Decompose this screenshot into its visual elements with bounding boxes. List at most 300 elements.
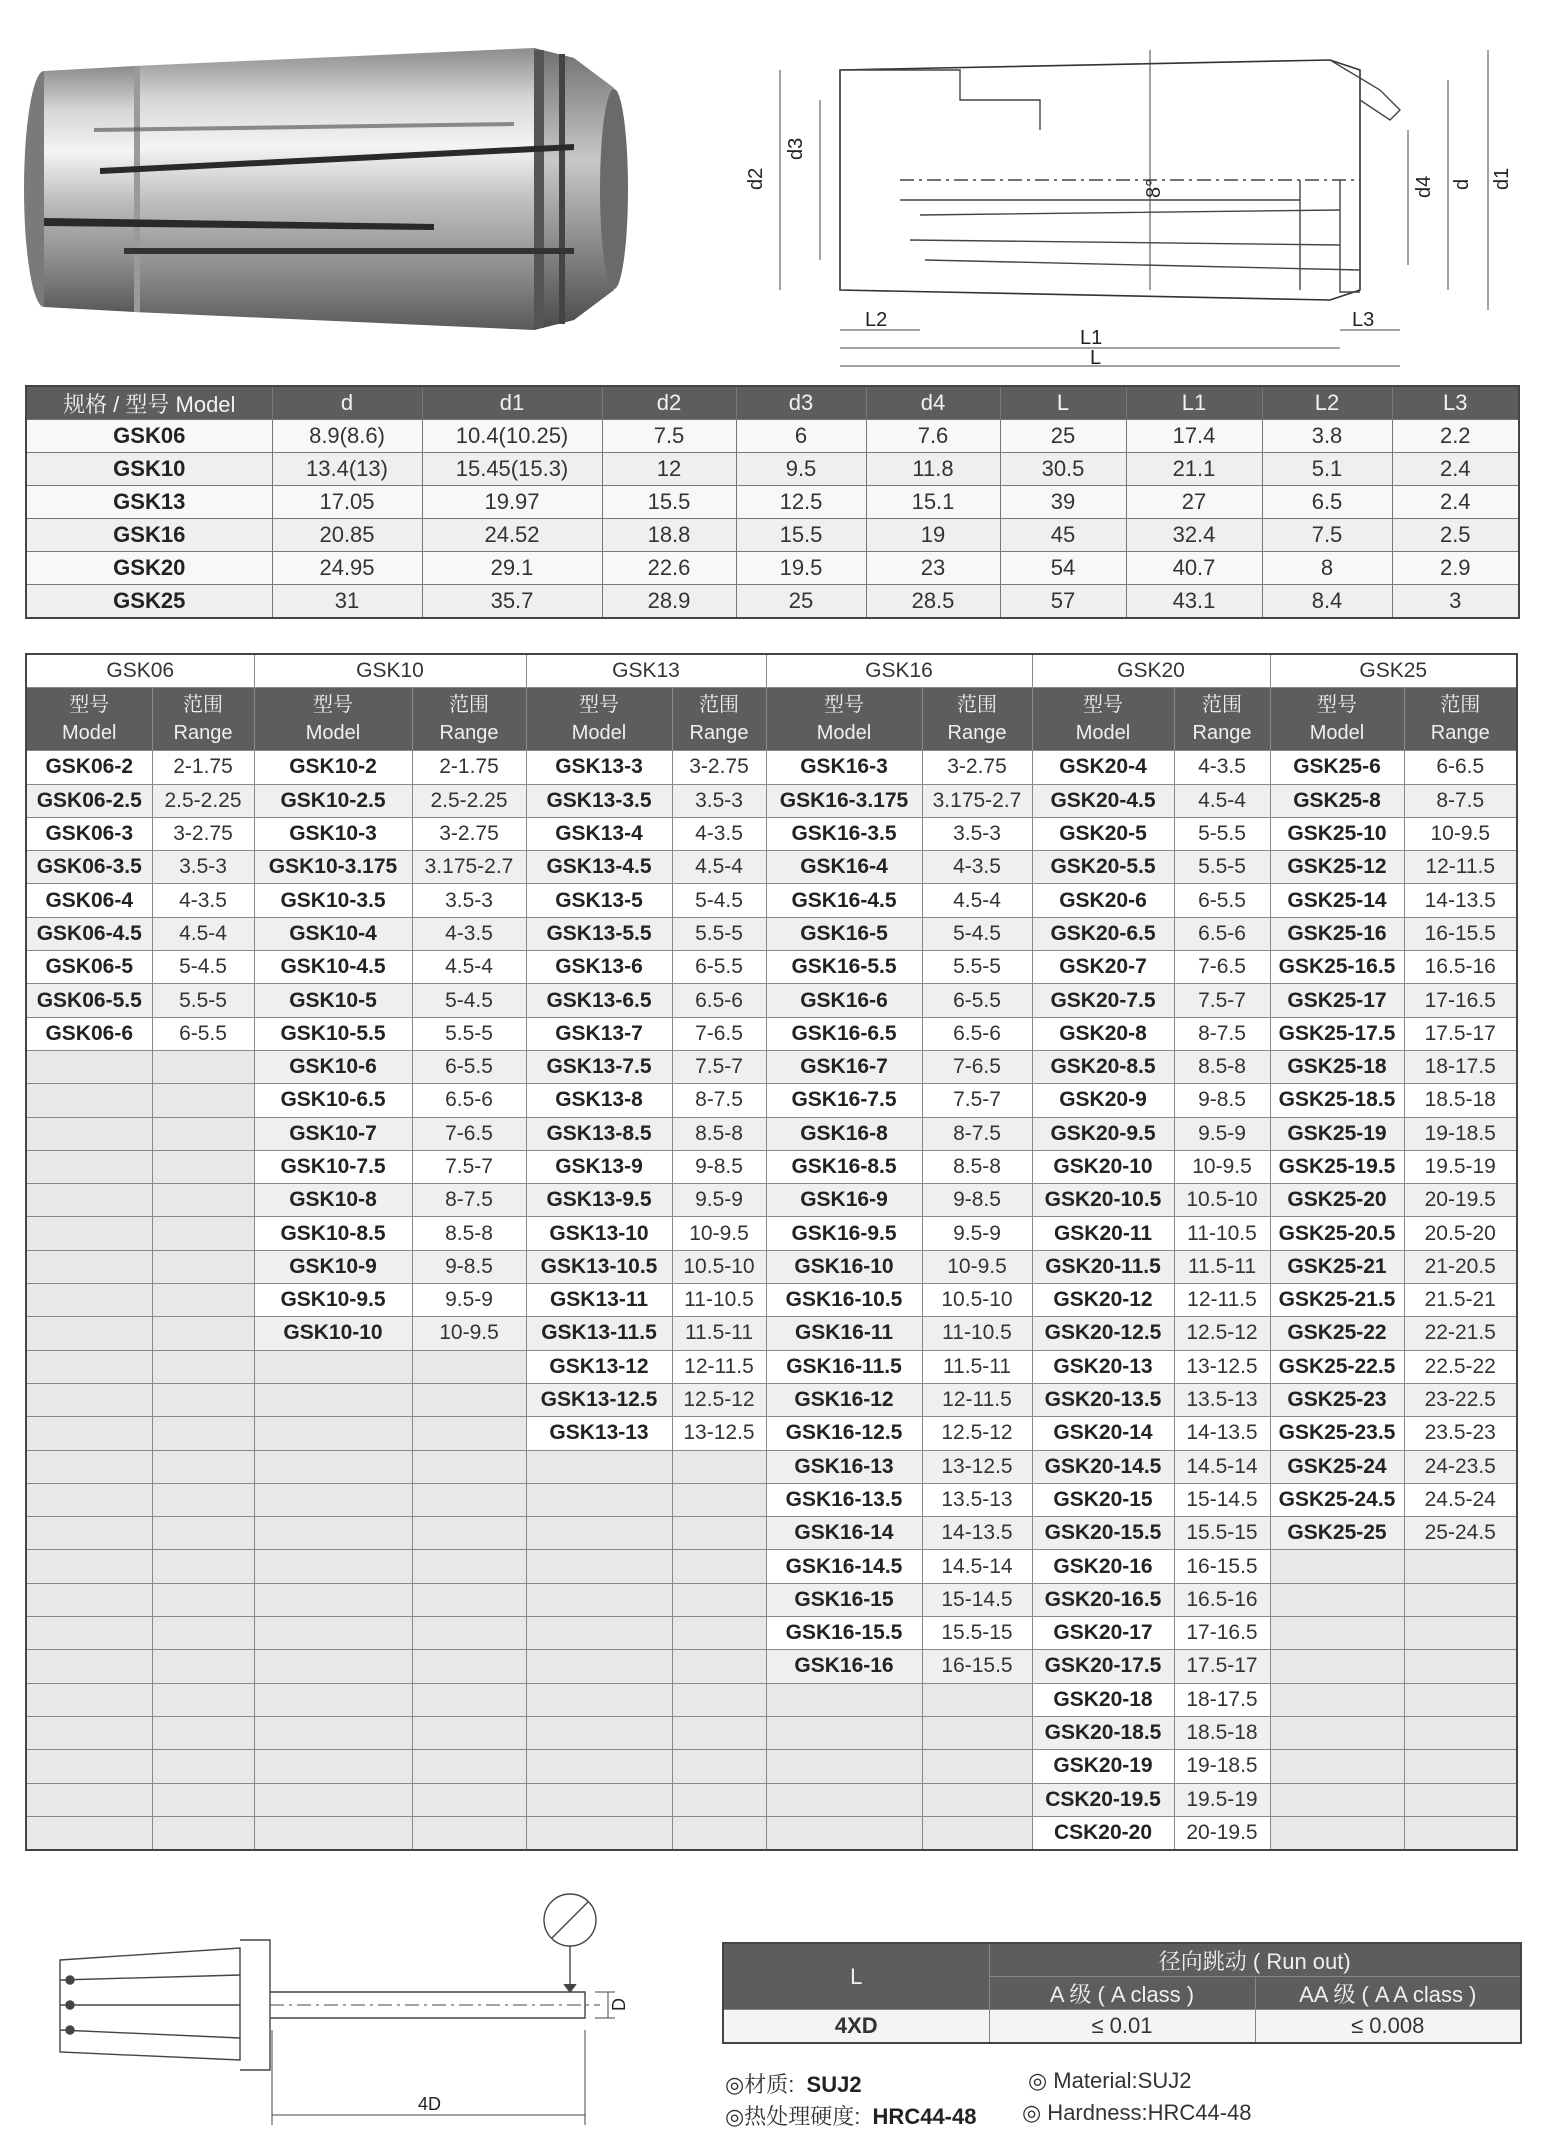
collet-range-cell: 14.5-14	[1174, 1450, 1270, 1483]
collet-model-cell: GSK16-6.5	[766, 1017, 922, 1050]
empty-cell	[254, 1517, 412, 1550]
collet-model-cell: GSK13-11	[526, 1284, 672, 1317]
collet-range-cell: 17.5-17	[1174, 1650, 1270, 1683]
dim-d2-label: d2	[745, 167, 767, 190]
collet-range-cell: 10.5-10	[922, 1284, 1032, 1317]
empty-cell	[526, 1783, 672, 1816]
range-group-header: GSK06	[26, 654, 254, 688]
test-dia-label: D	[609, 1998, 629, 2011]
collet-model-cell: GSK16-12.5	[766, 1417, 922, 1450]
collet-range-cell: 10.5-10	[1174, 1184, 1270, 1217]
collet-range-cell: 16-15.5	[1404, 917, 1517, 950]
range-label-en: Range	[1192, 722, 1252, 745]
collet-model-cell: GSK20-7	[1032, 951, 1174, 984]
range-row	[26, 1650, 1517, 1683]
collet-range-cell: 5.5-5	[922, 951, 1032, 984]
spec-value-cell: 2.4	[1392, 486, 1519, 519]
collet-range-cell: 3.5-3	[412, 884, 526, 917]
collet-model-cell: GSK25-24	[1270, 1450, 1404, 1483]
spec-value-cell: 15.5	[736, 519, 866, 552]
empty-cell	[152, 1617, 254, 1650]
collet-range-cell: 5.5-5	[672, 917, 766, 950]
range-label-cn: 范围	[699, 694, 739, 717]
spec-value-cell: 3.8	[1262, 420, 1392, 453]
spec-model-cell: GSK16	[26, 519, 272, 552]
collet-model-cell: GSK13-4.5	[526, 851, 672, 884]
collet-range-cell: 9-8.5	[412, 1250, 526, 1283]
spec-value-cell: 15.1	[866, 486, 1000, 519]
empty-cell	[152, 1150, 254, 1183]
runout-title: 径向跳动 ( Run out)	[989, 1943, 1521, 1977]
empty-cell	[672, 1716, 766, 1749]
collet-model-cell: GSK20-11.5	[1032, 1250, 1174, 1283]
dim-L1-label: L1	[1080, 327, 1103, 349]
model-label-en: Model	[62, 722, 117, 745]
collet-model-cell: GSK16-13	[766, 1450, 922, 1483]
dim-L2-label: L2	[865, 309, 888, 331]
empty-cell	[1270, 1683, 1404, 1716]
model-label-en: Model	[305, 722, 361, 745]
collet-range-table	[25, 653, 1518, 1851]
empty-cell	[412, 1550, 526, 1583]
spec-value-cell: 13.4(13)	[272, 453, 422, 486]
range-row	[26, 784, 1517, 817]
collet-model-cell: GSK06-4	[26, 884, 152, 917]
collet-model-cell: GSK20-15.5	[1032, 1517, 1174, 1550]
collet-model-cell: GSK06-2	[26, 751, 152, 784]
collet-range-cell: 13.5-13	[922, 1483, 1032, 1516]
empty-cell	[412, 1583, 526, 1616]
empty-cell	[526, 1716, 672, 1749]
collet-model-cell: GSK10-4.5	[254, 951, 412, 984]
empty-cell	[922, 1750, 1032, 1783]
collet-model-cell: GSK16-3	[766, 751, 922, 784]
empty-cell	[152, 1483, 254, 1516]
collet-range-cell: 7.5-7	[1174, 984, 1270, 1017]
collet-range-cell: 9.5-9	[412, 1284, 526, 1317]
collet-model-cell: GSK13-10.5	[526, 1250, 672, 1283]
range-row	[26, 1550, 1517, 1583]
spec-value-cell: 31	[272, 585, 422, 619]
empty-cell	[1404, 1750, 1517, 1783]
spec-value-cell: 21.1	[1126, 453, 1262, 486]
collet-range-cell: 14-13.5	[1174, 1417, 1270, 1450]
model-label-en: Model	[1309, 722, 1365, 745]
empty-cell	[26, 1050, 152, 1083]
empty-cell	[254, 1783, 412, 1816]
empty-cell	[412, 1617, 526, 1650]
range-subheader	[152, 688, 254, 751]
empty-cell	[922, 1716, 1032, 1749]
collet-model-cell: GSK10-5	[254, 984, 412, 1017]
collet-range-cell: 4.5-4	[1174, 784, 1270, 817]
empty-cell	[412, 1650, 526, 1683]
range-subheader	[1404, 688, 1517, 751]
collet-model-cell: GSK20-5.5	[1032, 851, 1174, 884]
spec-value-cell: 30.5	[1000, 453, 1126, 486]
spec-value-cell: 12	[602, 453, 736, 486]
empty-cell	[1270, 1583, 1404, 1616]
collet-range-cell: 11.5-11	[672, 1317, 766, 1350]
collet-model-cell: GSK25-16.5	[1270, 951, 1404, 984]
model-label-en: Model	[571, 722, 627, 745]
collet-range-cell: 14.5-14	[922, 1550, 1032, 1583]
collet-model-cell: GSK10-7	[254, 1117, 412, 1150]
empty-cell	[412, 1716, 526, 1749]
spec-value-cell: 8.9(8.6)	[272, 420, 422, 453]
empty-cell	[26, 1217, 152, 1250]
empty-cell	[766, 1816, 922, 1850]
collet-model-cell: GSK25-17.5	[1270, 1017, 1404, 1050]
spec-model-cell: GSK06	[26, 420, 272, 453]
collet-model-cell: GSK06-6	[26, 1017, 152, 1050]
empty-cell	[152, 1317, 254, 1350]
empty-cell	[254, 1550, 412, 1583]
spec-value-cell: 2.9	[1392, 552, 1519, 585]
range-row	[26, 1517, 1517, 1550]
collet-range-cell: 3.5-3	[922, 817, 1032, 850]
spec-row	[26, 585, 1519, 619]
empty-cell	[1270, 1650, 1404, 1683]
collet-model-cell: GSK13-9.5	[526, 1184, 672, 1217]
collet-range-cell: 20-19.5	[1404, 1184, 1517, 1217]
collet-model-cell: GSK16-4	[766, 851, 922, 884]
empty-cell	[1404, 1683, 1517, 1716]
collet-range-cell: 14-13.5	[922, 1517, 1032, 1550]
spec-header-cell: d2	[602, 386, 736, 420]
collet-range-cell: 7.5-7	[922, 1084, 1032, 1117]
range-row	[26, 884, 1517, 917]
empty-cell	[152, 1550, 254, 1583]
spec-value-cell: 24.52	[422, 519, 602, 552]
empty-cell	[26, 1783, 152, 1816]
runout-a-value: ≤ 0.01	[989, 2010, 1255, 2044]
collet-range-cell: 7.5-7	[672, 1050, 766, 1083]
collet-model-cell: GSK06-3.5	[26, 851, 152, 884]
collet-range-cell: 5-5.5	[1174, 817, 1270, 850]
collet-model-cell: GSK20-19	[1032, 1750, 1174, 1783]
collet-range-cell: 15.5-15	[922, 1617, 1032, 1650]
collet-model-cell: GSK10-3.5	[254, 884, 412, 917]
empty-cell	[526, 1750, 672, 1783]
spec-header-cell: L	[1000, 386, 1126, 420]
range-group-row	[26, 654, 1517, 688]
collet-range-cell: 12-11.5	[1174, 1284, 1270, 1317]
collet-range-cell: 3.5-3	[152, 851, 254, 884]
collet-range-cell: 22-21.5	[1404, 1317, 1517, 1350]
collet-range-cell: 15-14.5	[922, 1583, 1032, 1616]
collet-range-cell: 19-18.5	[1174, 1750, 1270, 1783]
range-group-header: GSK16	[766, 654, 1032, 688]
collet-model-cell: GSK16-5	[766, 917, 922, 950]
collet-model-cell: GSK16-4.5	[766, 884, 922, 917]
collet-model-cell: GSK13-4	[526, 817, 672, 850]
range-row	[26, 1417, 1517, 1450]
collet-range-cell: 10-9.5	[1404, 817, 1517, 850]
range-label-en: Range	[689, 722, 749, 745]
hardness-note-cn	[725, 2100, 976, 2131]
collet-range-cell: 10.5-10	[672, 1250, 766, 1283]
collet-model-cell: GSK20-9	[1032, 1084, 1174, 1117]
range-row	[26, 917, 1517, 950]
spec-header-cell: d4	[866, 386, 1000, 420]
collet-range-cell: 7-6.5	[1174, 951, 1270, 984]
collet-range-cell: 4-3.5	[412, 917, 526, 950]
collet-range-cell: 6.5-6	[412, 1084, 526, 1117]
empty-cell	[412, 1783, 526, 1816]
collet-range-cell: 11-10.5	[922, 1317, 1032, 1350]
collet-model-cell: GSK16-14.5	[766, 1550, 922, 1583]
collet-range-cell: 6.5-6	[1174, 917, 1270, 950]
collet-model-cell: GSK25-18.5	[1270, 1084, 1404, 1117]
spec-model-cell: GSK13	[26, 486, 272, 519]
angle-label: 8°	[1143, 178, 1165, 198]
empty-cell	[672, 1517, 766, 1550]
range-label-cn: 范围	[957, 694, 997, 717]
empty-cell	[922, 1683, 1032, 1716]
range-row	[26, 751, 1517, 784]
collet-model-cell: GSK25-8	[1270, 784, 1404, 817]
empty-cell	[26, 1084, 152, 1117]
range-subheader	[672, 688, 766, 751]
model-label-cn: 型号	[313, 694, 353, 717]
empty-cell	[922, 1783, 1032, 1816]
model-subheader	[1270, 688, 1404, 751]
range-row	[26, 1750, 1517, 1783]
empty-cell	[26, 1350, 152, 1383]
empty-cell	[26, 1117, 152, 1150]
runout-test-drawing	[40, 1880, 680, 2130]
collet-model-cell: GSK16-13.5	[766, 1483, 922, 1516]
empty-cell	[26, 1716, 152, 1749]
collet-range-cell: 4-3.5	[672, 817, 766, 850]
spec-value-cell: 19.97	[422, 486, 602, 519]
collet-model-cell: GSK10-7.5	[254, 1150, 412, 1183]
collet-range-cell: 15.5-15	[1174, 1517, 1270, 1550]
collet-model-cell: GSK16-6	[766, 984, 922, 1017]
collet-range-cell: 12-11.5	[672, 1350, 766, 1383]
range-row	[26, 1017, 1517, 1050]
empty-cell	[26, 1483, 152, 1516]
spec-header-cell: L1	[1126, 386, 1262, 420]
collet-model-cell: GSK13-13	[526, 1417, 672, 1450]
collet-range-cell: 4.5-4	[922, 884, 1032, 917]
dim-d1-label: d1	[1491, 167, 1513, 190]
collet-model-cell: GSK13-7.5	[526, 1050, 672, 1083]
collet-model-cell: GSK13-6	[526, 951, 672, 984]
empty-cell	[254, 1816, 412, 1850]
empty-cell	[152, 1583, 254, 1616]
empty-cell	[26, 1383, 152, 1416]
collet-model-cell: GSK25-19.5	[1270, 1150, 1404, 1183]
runout-aa-value: ≤ 0.008	[1255, 2010, 1521, 2044]
spec-header-cell: d1	[422, 386, 602, 420]
empty-cell	[672, 1650, 766, 1683]
collet-range-cell: 19.5-19	[1404, 1150, 1517, 1183]
collet-range-cell: 23-22.5	[1404, 1383, 1517, 1416]
collet-model-cell: GSK20-13.5	[1032, 1383, 1174, 1416]
model-label-en: Model	[1075, 722, 1131, 745]
empty-cell	[526, 1550, 672, 1583]
collet-range-cell: 6-5.5	[152, 1017, 254, 1050]
empty-cell	[254, 1583, 412, 1616]
collet-model-cell: GSK13-5	[526, 884, 672, 917]
collet-range-cell: 8.5-8	[1174, 1050, 1270, 1083]
collet-model-cell: GSK06-4.5	[26, 917, 152, 950]
empty-cell	[672, 1450, 766, 1483]
empty-cell	[412, 1350, 526, 1383]
hardness-value: HRC44-48	[872, 2104, 977, 2129]
collet-range-cell: 17-16.5	[1404, 984, 1517, 1017]
collet-model-cell: GSK25-21	[1270, 1250, 1404, 1283]
collet-range-cell: 12-11.5	[1404, 851, 1517, 884]
spec-value-cell: 10.4(10.25)	[422, 420, 602, 453]
empty-cell	[152, 1117, 254, 1150]
model-label-cn: 型号	[69, 694, 110, 717]
collet-model-cell: GSK20-15	[1032, 1483, 1174, 1516]
collet-model-cell: GSK10-9	[254, 1250, 412, 1283]
empty-cell	[152, 1517, 254, 1550]
collet-range-cell: 19.5-19	[1174, 1783, 1270, 1816]
spec-row	[26, 486, 1519, 519]
spec-value-cell: 18.8	[602, 519, 736, 552]
spec-header-cell: 规格 / 型号 Model	[26, 386, 272, 420]
empty-cell	[1270, 1716, 1404, 1749]
collet-range-cell: 12.5-12	[672, 1383, 766, 1416]
collet-range-cell: 11.5-11	[1174, 1250, 1270, 1283]
spec-value-cell: 8.4	[1262, 585, 1392, 619]
collet-range-cell: 10-9.5	[672, 1217, 766, 1250]
model-label-en: Model	[816, 722, 872, 745]
collet-range-cell: 6-5.5	[1174, 884, 1270, 917]
spec-value-cell: 6	[736, 420, 866, 453]
collet-model-cell: GSK20-12.5	[1032, 1317, 1174, 1350]
collet-range-cell: 2-1.75	[412, 751, 526, 784]
collet-range-cell: 3-2.75	[922, 751, 1032, 784]
collet-model-cell: GSK20-8.5	[1032, 1050, 1174, 1083]
empty-cell	[152, 1417, 254, 1450]
empty-cell	[254, 1716, 412, 1749]
empty-cell	[672, 1816, 766, 1850]
empty-cell	[254, 1350, 412, 1383]
empty-cell	[766, 1716, 922, 1749]
collet-model-cell: GSK16-9	[766, 1184, 922, 1217]
range-label-cn: 范围	[183, 694, 223, 717]
collet-range-cell: 11-10.5	[672, 1284, 766, 1317]
empty-cell	[254, 1683, 412, 1716]
collet-model-cell: GSK16-10.5	[766, 1284, 922, 1317]
empty-cell	[254, 1483, 412, 1516]
collet-model-cell: GSK13-3	[526, 751, 672, 784]
collet-range-cell: 5.5-5	[412, 1017, 526, 1050]
range-row	[26, 1683, 1517, 1716]
range-group-header: GSK25	[1270, 654, 1517, 688]
collet-model-cell: GSK10-6.5	[254, 1084, 412, 1117]
collet-range-cell: 20.5-20	[1404, 1217, 1517, 1250]
range-label-cn: 范围	[1440, 694, 1481, 717]
material-label: ◎材质:	[725, 2072, 795, 2097]
empty-cell	[152, 1350, 254, 1383]
collet-model-cell: GSK16-12	[766, 1383, 922, 1416]
collet-model-cell: GSK20-18.5	[1032, 1716, 1174, 1749]
collet-range-cell: 5.5-5	[1174, 851, 1270, 884]
collet-range-cell: 4.5-4	[672, 851, 766, 884]
collet-range-cell: 8-7.5	[412, 1184, 526, 1217]
empty-cell	[1404, 1783, 1517, 1816]
collet-range-cell: 6-6.5	[1404, 751, 1517, 784]
range-label-en: Range	[947, 722, 1007, 745]
collet-model-cell: GSK10-3.175	[254, 851, 412, 884]
empty-cell	[1270, 1816, 1404, 1850]
collet-range-cell: 8-7.5	[1404, 784, 1517, 817]
empty-cell	[152, 1250, 254, 1283]
range-row	[26, 1150, 1517, 1183]
collet-range-cell: 14-13.5	[1404, 884, 1517, 917]
empty-cell	[1404, 1550, 1517, 1583]
collet-range-cell: 11.5-11	[922, 1350, 1032, 1383]
empty-cell	[766, 1783, 922, 1816]
spec-value-cell: 28.9	[602, 585, 736, 619]
collet-model-cell: GSK06-5	[26, 951, 152, 984]
collet-range-cell: 10-9.5	[922, 1250, 1032, 1283]
collet-model-cell: GSK25-19	[1270, 1117, 1404, 1150]
collet-range-cell: 3.5-3	[672, 784, 766, 817]
collet-model-cell: GSK13-9	[526, 1150, 672, 1183]
dim-d4-label: d4	[1413, 175, 1435, 198]
empty-cell	[152, 1683, 254, 1716]
collet-range-cell: 9-8.5	[672, 1150, 766, 1183]
collet-model-cell: GSK20-16.5	[1032, 1583, 1174, 1616]
collet-range-cell: 9.5-9	[1174, 1117, 1270, 1150]
empty-cell	[26, 1250, 152, 1283]
spec-value-cell: 17.4	[1126, 420, 1262, 453]
range-row	[26, 1084, 1517, 1117]
model-label-cn: 型号	[579, 694, 619, 717]
range-label-en: Range	[1430, 722, 1490, 745]
range-row	[26, 1184, 1517, 1217]
spec-value-cell: 11.8	[866, 453, 1000, 486]
collet-range-cell: 7-6.5	[672, 1017, 766, 1050]
collet-range-cell: 6.5-6	[672, 984, 766, 1017]
range-subheader	[922, 688, 1032, 751]
collet-range-cell: 12-11.5	[922, 1383, 1032, 1416]
empty-cell	[412, 1417, 526, 1450]
collet-range-cell: 8-7.5	[922, 1117, 1032, 1150]
dim-d-label: d	[1451, 178, 1473, 190]
dim-L3-label: L3	[1352, 309, 1375, 331]
collet-model-cell: GSK20-6	[1032, 884, 1174, 917]
collet-model-cell: GSK25-23	[1270, 1383, 1404, 1416]
collet-model-cell: GSK20-4	[1032, 751, 1174, 784]
collet-range-cell: 5.5-5	[152, 984, 254, 1017]
empty-cell	[26, 1683, 152, 1716]
collet-model-cell: GSK16-5.5	[766, 951, 922, 984]
collet-model-cell: GSK16-15	[766, 1583, 922, 1616]
material-value: SUJ2	[806, 2072, 862, 2097]
empty-cell	[152, 1084, 254, 1117]
empty-cell	[26, 1650, 152, 1683]
collet-model-cell: GSK10-2.5	[254, 784, 412, 817]
collet-range-cell: 9-8.5	[922, 1184, 1032, 1217]
collet-model-cell: GSK16-14	[766, 1517, 922, 1550]
spec-value-cell: 8	[1262, 552, 1392, 585]
empty-cell	[26, 1150, 152, 1183]
empty-cell	[526, 1650, 672, 1683]
empty-cell	[152, 1050, 254, 1083]
collet-model-cell: GSK25-12	[1270, 851, 1404, 884]
collet-range-cell: 20-19.5	[1174, 1816, 1270, 1850]
spec-model-cell: GSK20	[26, 552, 272, 585]
